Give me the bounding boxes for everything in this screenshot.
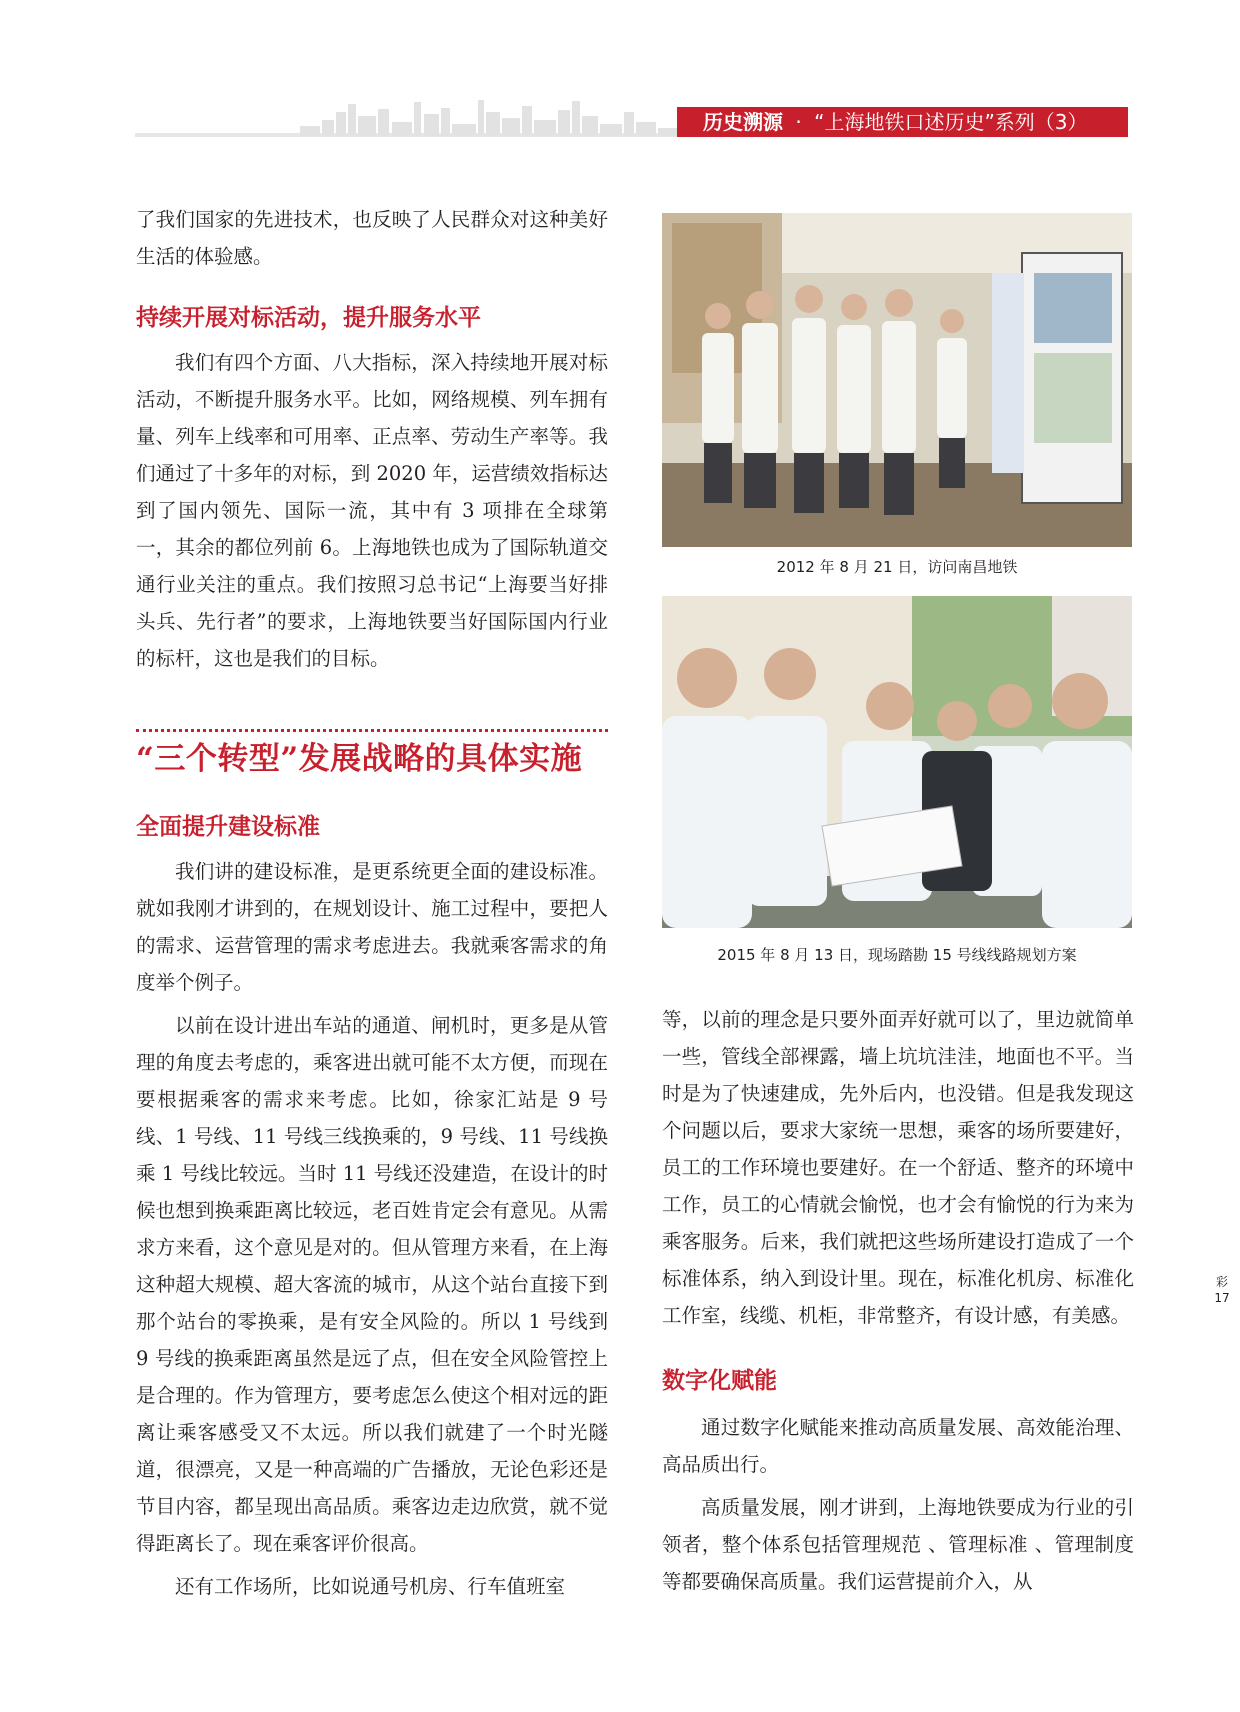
right-paragraph-3: 高质量发展，刚才讲到，上海地铁要成为行业的引领者，整个体系包括管理规范 、管理标准 、管理制度等都要确保高质量。我们运营提前介入，从 bbox=[662, 1496, 1134, 1593]
photo-line15-site-survey bbox=[662, 596, 1132, 928]
section2-block bbox=[136, 812, 608, 1605]
section2-title: 全面提升建设标准 bbox=[136, 814, 320, 840]
section2-paragraph-3: 还有工作场所，比如说通号机房、行车值班室 bbox=[175, 1575, 566, 1598]
header-series: “上海地铁口述历史”系列（3） bbox=[814, 110, 1088, 134]
section1-title: 持续开展对标活动，提升服务水平 bbox=[136, 305, 481, 331]
right-paragraph-2: 通过数字化赋能来推动高质量发展、高效能治理、高品质出行。 bbox=[662, 1416, 1134, 1476]
photo2-caption: 2015 年 8 月 13 日，现场踏勘 15 号线线路规划方案 bbox=[717, 946, 1077, 964]
header-separator: · bbox=[795, 110, 802, 134]
right-text-block bbox=[662, 1001, 1134, 1600]
left-intro-block bbox=[136, 201, 608, 275]
title-divider bbox=[136, 729, 608, 732]
photo1-caption: 2012 年 8 月 21 日，访问南昌地铁 bbox=[776, 558, 1018, 576]
header-banner bbox=[677, 107, 1128, 137]
page-number: 17 bbox=[1214, 1291, 1230, 1305]
header-section: 历史溯源 bbox=[703, 110, 783, 134]
section2-paragraph-2: 以前在设计进出车站的通道、闸机时，更多是从管理的角度去考虑的，乘客进出就可能不太方便，而现在要根据乘客的需求来考虑。比如，徐家汇站是 9 号线、1 号线、11 号线三线换乘的，9 号线、11 号线换乘 1 号线比较远。当时 11 号线还没建造，在设计的时候也想到换乘距离比较远，老百姓肯定会有意见。从需求方来看，这个意见是对的。但从管理方来看，在上海这种超大规模、超大客流的城市，从这个站台直接下到那个站台的零换乘，是有安全风险的。所以 1 号线到 9 号线的换乘距离虽然是远了点，但在安全风险管控上是合理的。作为管理方，要考虑怎么使这个相对远的距离让乘客感受又不太远。所以我们就建了一个时光隧道，很漂亮，又是一种高端的广告播放，无论色彩还是节目内容，都呈现出高品质。乘客边走边欣赏，就不觉得距离长了。现在乘客评价很高。 bbox=[136, 1014, 608, 1555]
section1-paragraph: 我们有四个方面、八大指标，深入持续地开展对标活动，不断提升服务水平。比如，网络规模、列车拥有量、列车上线率和可用率、正点率、劳动生产率等。我们通过了十多年的对标，到 2020 年，运营绩效指标达到了国内领先、国际一流，其中有 3 项排在全球第一，其余的都位列前 6。上海地铁也成为了国际轨道交通行业关注的重点。我们按照习总书记“上海要当好排头兵、先行者”的要求，上海地铁要当好国际国内行业的标杆，这也是我们的目标。 bbox=[136, 351, 608, 670]
chapter-title: “三个转型”发展战略的具体实施 bbox=[136, 741, 583, 777]
right-paragraph-1: 等，以前的理念是只要外面弄好就可以了，里边就简单一些，管线全部裸露，墙上坑坑洼洼，地面也不平。当时是为了快速建成，先外后内，也没错。但是我发现这个问题以后，要求大家统一思想，乘客的场所要建好，员工的工作环境也要建好。在一个舒适、整齐的环境中工作，员工的心情就会愉悦，也才会有愉悦的行为来为乘客服务。后来，我们就把这些场所建设打造成了一个标准体系，纳入到设计里。现在，标准化机房、标准化工作室，线缆、机柜，非常整齐，有设计感，有美感。 bbox=[662, 1008, 1134, 1327]
intro-paragraph: 了我们国家的先进技术，也反映了人民群众对这种美好生活的体验感。 bbox=[136, 208, 608, 268]
page-label: 彩 bbox=[1215, 1275, 1228, 1289]
city-skyline-graphic bbox=[300, 100, 680, 136]
section3-title: 数字化赋能 bbox=[662, 1368, 777, 1394]
photo-nanchang-visit bbox=[662, 213, 1132, 547]
section1-block bbox=[136, 303, 608, 677]
section2-paragraph-1: 我们讲的建设标准，是更系统更全面的建设标准。就如我刚才讲到的，在规划设计、施工过程中，要把人的需求、运营管理的需求考虑进去。我就乘客需求的角度举个例子。 bbox=[136, 860, 608, 994]
